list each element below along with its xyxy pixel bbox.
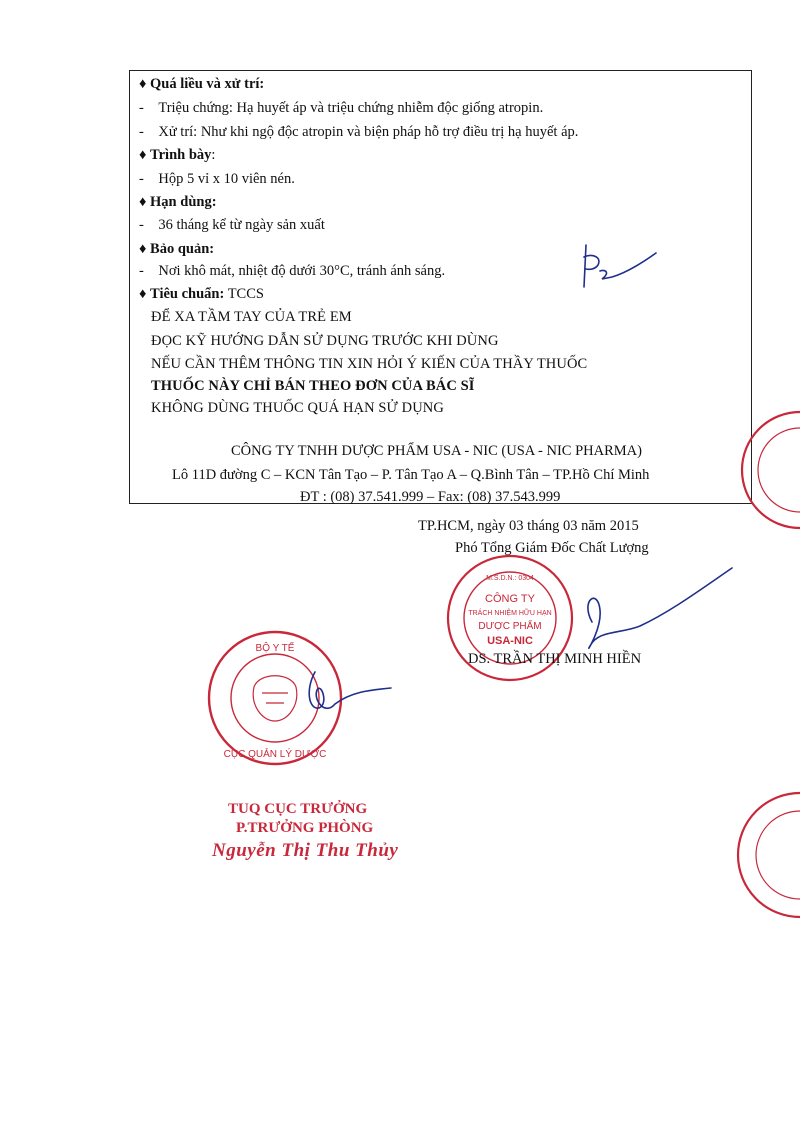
svg-text:TRÁCH NHIỆM HỮU HẠN: TRÁCH NHIỆM HỮU HẠN — [468, 610, 552, 617]
list-item: - Triệu chứng: Hạ huyết áp và triệu chứng nhiễm độc giống atropin. — [139, 100, 544, 116]
edge-stamp-bottom — [714, 790, 800, 920]
authority-title-2: P.TRƯỞNG PHÒNG — [236, 820, 374, 836]
warning-line: ĐỂ XA TẦM TAY CỦA TRẺ EM — [151, 309, 352, 325]
bullet-icon: ♦ — [139, 286, 147, 302]
signer-name: DS. TRẦN THỊ MINH HIỀN — [468, 651, 642, 667]
company-name: CÔNG TY TNHH DƯỢC PHẨM USA - NIC (USA - NIC PHARMA) — [231, 443, 642, 459]
date-line: TP.HCM, ngày 03 tháng 03 năm 2015 — [418, 518, 639, 534]
authority-signature-name: Nguyễn Thị Thu Thủy — [212, 840, 399, 861]
authority-initial — [295, 660, 395, 730]
svg-text:BỘ Y TẾ: BỘ Y TẾ — [255, 643, 295, 654]
signer-title: Phó Tổng Giám Đốc Chất Lượng — [455, 540, 649, 556]
section-overdose-heading: ♦ Quá liều và xử trí: — [139, 76, 265, 92]
authority-title-1: TUQ CỤC TRƯỞNG — [228, 801, 368, 817]
list-item: - Nơi khô mát, nhiệt độ dưới 30°C, tránh ánh sáng. — [139, 263, 446, 279]
svg-text:CÔNG TY: CÔNG TY — [485, 593, 535, 605]
section-expiry-heading: ♦ Hạn dùng: — [139, 194, 217, 210]
list-item: - Hộp 5 vỉ x 10 viên nén. — [139, 171, 295, 187]
bullet-icon: ♦ — [139, 241, 147, 257]
company-address: Lô 11D đường C – KCN Tân Tạo – P. Tân Tạo A – Q.Bình Tân – TP.Hồ Chí Minh — [172, 467, 650, 483]
svg-text:M.S.D.N.: 0304: M.S.D.N.: 0304 — [486, 575, 534, 582]
list-item: - Xử trí: Như khi ngộ độc atropin và biện pháp hỗ trợ điều trị hạ huyết áp. — [139, 124, 579, 140]
list-item: - 36 tháng kể từ ngày sản xuất — [139, 217, 325, 233]
bullet-icon: ♦ — [139, 147, 147, 163]
svg-text:USA-NIC: USA-NIC — [487, 635, 533, 647]
section-standard-heading: ♦ Tiêu chuẩn: TCCS — [139, 286, 264, 302]
initial-signature — [572, 235, 662, 295]
warning-line-bold: THUỐC NÀY CHỈ BÁN THEO ĐƠN CỦA BÁC SĨ — [151, 378, 475, 394]
bullet-icon: ♦ — [139, 76, 147, 92]
edge-stamp-top — [728, 410, 800, 530]
svg-text:CỤC QUẢN LÝ DƯỢC: CỤC QUẢN LÝ DƯỢC — [223, 749, 327, 760]
bullet-icon: ♦ — [139, 194, 147, 210]
company-phone: ĐT : (08) 37.541.999 – Fax: (08) 37.543.999 — [300, 489, 561, 505]
section-presentation-heading: ♦ Trình bày: — [139, 147, 216, 163]
warning-line: NẾU CẦN THÊM THÔNG TIN XIN HỎI Ý KIẾN CỦA THẦY THUỐC — [151, 356, 588, 372]
section-storage-heading: ♦ Bảo quản: — [139, 241, 215, 257]
warning-line: KHÔNG DÙNG THUỐC QUÁ HẠN SỬ DỤNG — [151, 400, 444, 416]
warning-line: ĐỌC KỸ HƯỚNG DẪN SỬ DỤNG TRƯỚC KHI DÙNG — [151, 333, 499, 349]
svg-text:DƯỢC PHẨM: DƯỢC PHẨM — [478, 621, 542, 632]
